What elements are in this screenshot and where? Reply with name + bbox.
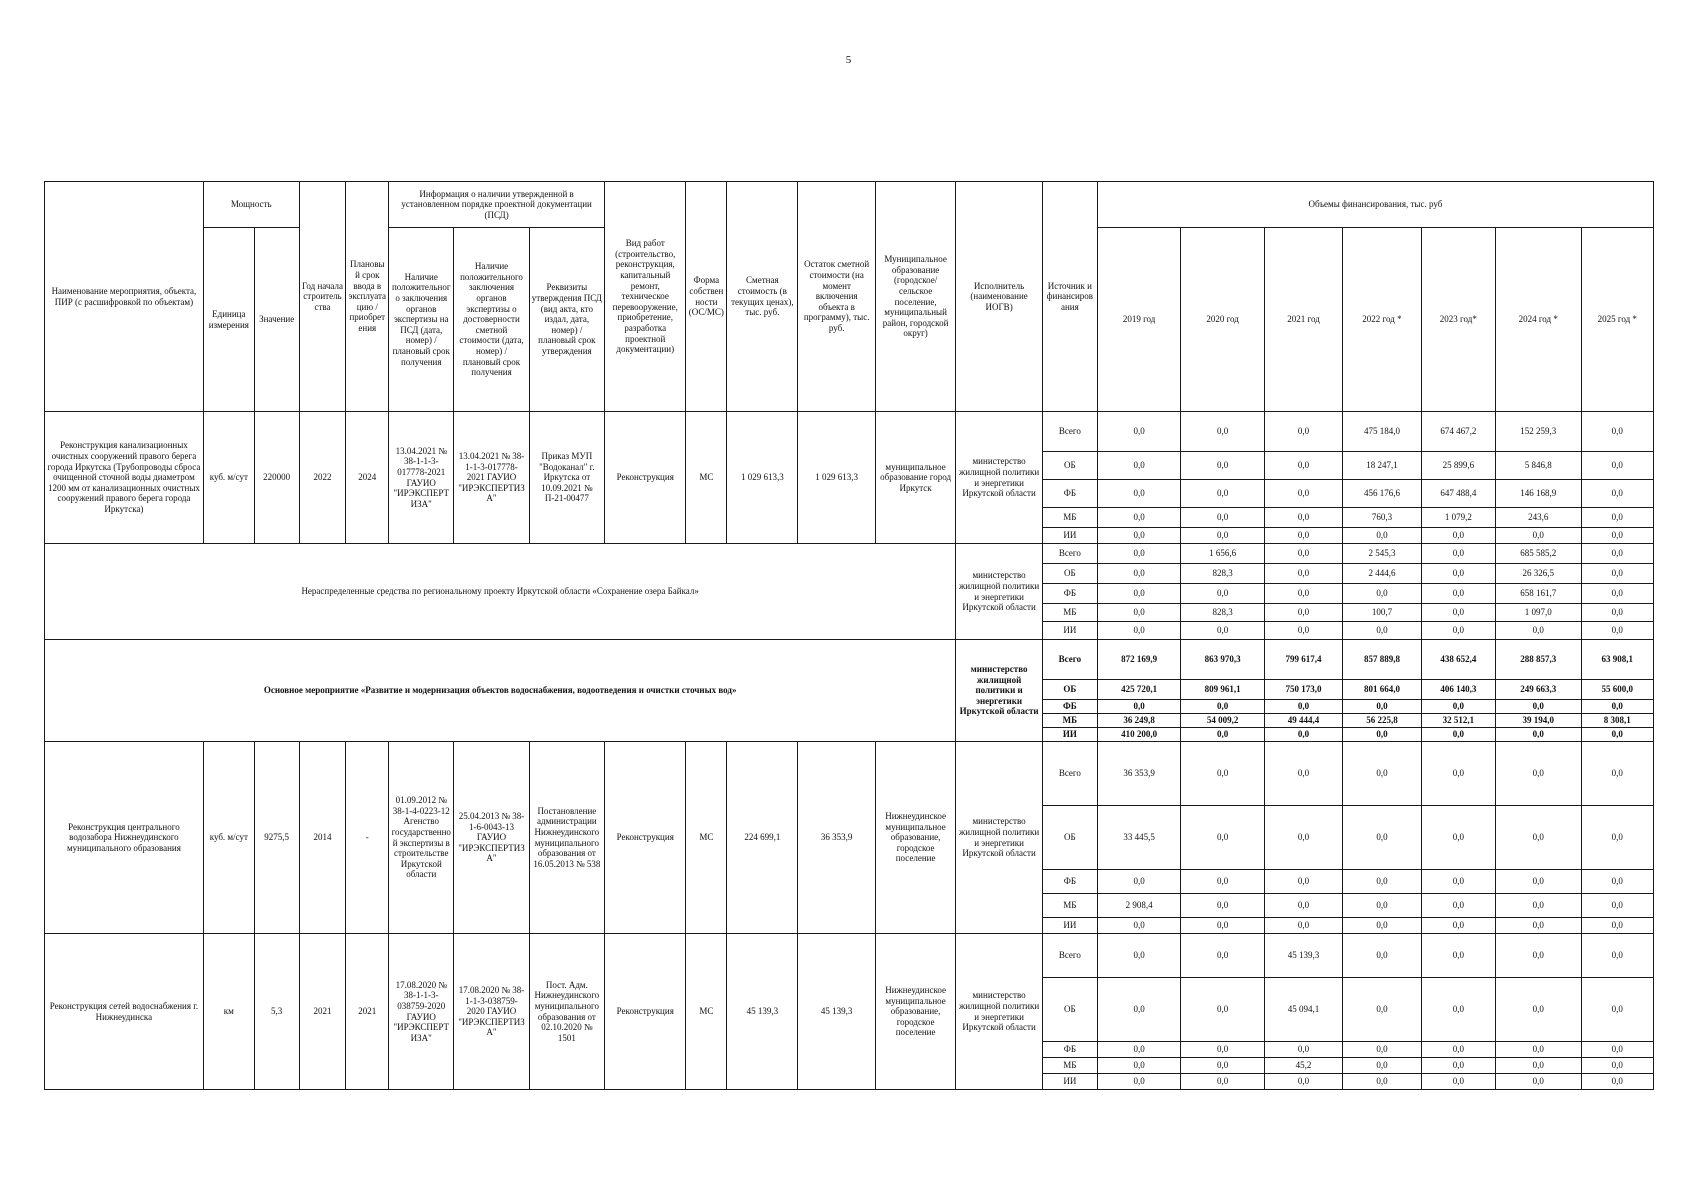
funding-source-label: ФБ: [1042, 1042, 1097, 1058]
col-year-header: 2021 год: [1264, 228, 1342, 412]
funding-value-cell: 872 169,9: [1097, 640, 1181, 680]
executor: министерство жилищной политики и энергетики Иркутской области: [956, 640, 1043, 742]
capacity-value: 5,3: [254, 934, 299, 1090]
funding-value-cell: 0,0: [1581, 528, 1653, 544]
col-executor-header: Исполнитель (наименование ИОГВ): [956, 182, 1043, 412]
funding-value-cell: 0,0: [1495, 700, 1581, 714]
funding-value-cell: 0,0: [1581, 700, 1653, 714]
funding-value-cell: 25 899,6: [1421, 452, 1495, 480]
estimated-cost: 45 139,3: [727, 934, 798, 1090]
funding-value-cell: 0,0: [1581, 564, 1653, 584]
funding-value-cell: 0,0: [1181, 528, 1265, 544]
funding-value-cell: 863 970,3: [1181, 640, 1265, 680]
funding-source-label: ИИ: [1042, 622, 1097, 640]
funding-value-cell: 1 656,6: [1181, 544, 1265, 564]
funding-value-cell: 39 194,0: [1495, 714, 1581, 728]
funding-value-cell: 475 184,0: [1343, 412, 1421, 452]
table-body: [45, 412, 1654, 1090]
funding-value-cell: 0,0: [1581, 622, 1653, 640]
funding-value-cell: 243,6: [1495, 508, 1581, 528]
funding-value-cell: 0,0: [1097, 918, 1181, 934]
funding-value-cell: 0,0: [1581, 480, 1653, 508]
funding-source-label: Всего: [1042, 640, 1097, 680]
capacity-value: 9275,5: [254, 742, 299, 934]
funding-value-cell: 45,2: [1264, 1058, 1342, 1074]
executor: министерство жилищной политики и энергетики Иркутской области: [956, 544, 1043, 640]
funding-value-cell: 456 176,6: [1343, 480, 1421, 508]
funding-value-cell: 288 857,3: [1495, 640, 1581, 680]
funding-value-cell: 0,0: [1097, 622, 1181, 640]
funding-value-cell: 0,0: [1421, 564, 1495, 584]
funding-value-cell: 0,0: [1181, 584, 1265, 604]
funding-value-cell: 0,0: [1264, 1074, 1342, 1090]
psd-approval: Постановление администрации Нижнеудинского муниципального образования от 16.05.2013 № 538: [529, 742, 604, 934]
col-psd-expertise-header: Наличие положительного заключения органов экспертизы на ПСД (дата, номер) / плановый срок получения: [389, 228, 454, 412]
funding-value-cell: 857 889,8: [1343, 640, 1421, 680]
municipality: муниципальное образование город Иркутск: [875, 412, 955, 544]
funding-value-cell: 1 097,0: [1495, 604, 1581, 622]
funding-value-cell: 0,0: [1264, 452, 1342, 480]
funding-value-cell: 0,0: [1343, 728, 1421, 742]
funding-value-cell: 0,0: [1581, 918, 1653, 934]
table-header: [45, 182, 1654, 412]
funding-value-cell: 0,0: [1421, 1042, 1495, 1058]
capacity-value: 220000: [254, 412, 299, 544]
funding-value-cell: 0,0: [1581, 806, 1653, 870]
funding-value-cell: 0,0: [1421, 622, 1495, 640]
funding-value-cell: 0,0: [1495, 528, 1581, 544]
funding-value-cell: 0,0: [1264, 528, 1342, 544]
col-year-header: 2020 год: [1181, 228, 1265, 412]
funding-value-cell: 63 908,1: [1581, 640, 1653, 680]
funding-value-cell: 0,0: [1181, 622, 1265, 640]
funding-value-cell: 55 600,0: [1581, 680, 1653, 700]
funding-value-cell: 750 173,0: [1264, 680, 1342, 700]
funding-value-cell: 0,0: [1581, 870, 1653, 894]
funding-source-label: ФБ: [1042, 584, 1097, 604]
funding-value-cell: 146 168,9: [1495, 480, 1581, 508]
funding-value-cell: 0,0: [1181, 1074, 1265, 1090]
funding-value-cell: 0,0: [1181, 934, 1265, 978]
funding-value-cell: 2 908,4: [1097, 894, 1181, 918]
funding-value-cell: 0,0: [1581, 728, 1653, 742]
col-year-header: 2022 год *: [1343, 228, 1421, 412]
funding-value-cell: 0,0: [1495, 978, 1581, 1042]
col-name-header: Наименование мероприятия, объекта, ПИР (с расшифровкой по объектам): [45, 182, 204, 412]
funding-value-cell: 0,0: [1421, 894, 1495, 918]
funding-value-cell: 0,0: [1581, 1074, 1653, 1090]
funding-value-cell: 0,0: [1097, 452, 1181, 480]
funding-value-cell: 33 445,5: [1097, 806, 1181, 870]
start-year: 2021: [299, 934, 346, 1090]
funding-source-label: ОБ: [1042, 564, 1097, 584]
planned-date: -: [346, 742, 389, 934]
ownership: МС: [686, 412, 727, 544]
funding-value-cell: 0,0: [1581, 544, 1653, 564]
funding-value-cell: 0,0: [1181, 452, 1265, 480]
col-psd-approval-header: Реквизиты утверждения ПСД (вид акта, кто издал, дата, номер) / плановый срок утверждения: [529, 228, 604, 412]
funding-source-label: ФБ: [1042, 870, 1097, 894]
funding-source-label: Всего: [1042, 742, 1097, 806]
funding-value-cell: 0,0: [1581, 934, 1653, 978]
funding-value-cell: 0,0: [1097, 934, 1181, 978]
funding-value-cell: 425 720,1: [1097, 680, 1181, 700]
funding-value-cell: 0,0: [1495, 622, 1581, 640]
col-psd-cost-expertise-header: Наличие положительного заключения органов экспертизы о достоверности сметной стоимости (дата, номер) / плановый срок получения: [454, 228, 529, 412]
funding-source-label: МБ: [1042, 604, 1097, 622]
funding-value-cell: 0,0: [1343, 918, 1421, 934]
funding-value-cell: 0,0: [1181, 742, 1265, 806]
funding-value-cell: 0,0: [1097, 412, 1181, 452]
col-funding-header: Объемы финансирования, тыс. руб: [1097, 182, 1653, 228]
start-year: 2022: [299, 412, 346, 544]
funding-value-cell: 801 664,0: [1343, 680, 1421, 700]
psd-approval: Приказ МУП "Водоканал" г. Иркутска от 10.09.2021 № П-21-00477: [529, 412, 604, 544]
funding-value-cell: 0,0: [1181, 870, 1265, 894]
funding-value-cell: 0,0: [1421, 728, 1495, 742]
funding-value-cell: 0,0: [1264, 584, 1342, 604]
funding-value-cell: 0,0: [1343, 584, 1421, 604]
table-row: [45, 934, 1654, 978]
funding-value-cell: 0,0: [1343, 742, 1421, 806]
funding-value-cell: 0,0: [1097, 544, 1181, 564]
table-row: [45, 412, 1654, 452]
funding-value-cell: 0,0: [1343, 528, 1421, 544]
funding-source-label: МБ: [1042, 894, 1097, 918]
funding-value-cell: 0,0: [1343, 700, 1421, 714]
funding-value-cell: 45 139,3: [1264, 934, 1342, 978]
psd-expertise: 13.04.2021 № 38-1-1-3-017778-2021 ГАУИО "ИРЭКСПЕРТИЗА": [389, 412, 454, 544]
funding-value-cell: 0,0: [1343, 1058, 1421, 1074]
funding-value-cell: 0,0: [1421, 1058, 1495, 1074]
executor: министерство жилищной политики и энергетики Иркутской области: [956, 742, 1043, 934]
funding-value-cell: 0,0: [1264, 508, 1342, 528]
executor: министерство жилищной политики и энергетики Иркутской области: [956, 934, 1043, 1090]
work-type: Реконструкция: [605, 934, 686, 1090]
funding-value-cell: 0,0: [1181, 412, 1265, 452]
funding-source-label: Всего: [1042, 544, 1097, 564]
funding-value-cell: 674 467,2: [1421, 412, 1495, 452]
summary-label: Основное мероприятие «Развитие и модернизация объектов водоснабжения, водоотведения и очистки сточных вод»: [45, 640, 956, 742]
funding-value-cell: 438 652,4: [1421, 640, 1495, 680]
funding-value-cell: 0,0: [1097, 870, 1181, 894]
funding-value-cell: 0,0: [1097, 1058, 1181, 1074]
funding-value-cell: 249 663,3: [1495, 680, 1581, 700]
funding-value-cell: 0,0: [1495, 894, 1581, 918]
funding-value-cell: 0,0: [1264, 806, 1342, 870]
executor: министерство жилищной политики и энергетики Иркутской области: [956, 412, 1043, 544]
municipality: Нижнеудинское муниципальное образование, городское поселение: [875, 742, 955, 934]
funding-value-cell: 0,0: [1181, 978, 1265, 1042]
funding-value-cell: 0,0: [1421, 978, 1495, 1042]
table-row: [45, 544, 1654, 564]
funding-value-cell: 0,0: [1343, 806, 1421, 870]
funding-value-cell: 0,0: [1581, 1058, 1653, 1074]
funding-value-cell: 56 225,8: [1343, 714, 1421, 728]
municipality: Нижнеудинское муниципальное образование, городское поселение: [875, 934, 955, 1090]
funding-value-cell: 0,0: [1097, 1074, 1181, 1090]
psd-cost-expertise: 25.04.2013 № 38-1-6-0043-13 ГАУИО "ИРЭКСПЕРТИЗА": [454, 742, 529, 934]
col-year-header: 2019 год: [1097, 228, 1181, 412]
funding-value-cell: 0,0: [1421, 1074, 1495, 1090]
col-work-type-header: Вид работ (строительство, реконструкция, капитальный ремонт, техническое перевооружение, приобретение, разработка проектной документации): [605, 182, 686, 412]
funding-value-cell: 0,0: [1495, 742, 1581, 806]
funding-value-cell: 0,0: [1097, 604, 1181, 622]
funding-value-cell: 1 079,2: [1421, 508, 1495, 528]
funding-value-cell: 0,0: [1421, 742, 1495, 806]
funding-value-cell: 0,0: [1581, 452, 1653, 480]
funding-value-cell: 152 259,3: [1495, 412, 1581, 452]
funding-value-cell: 647 488,4: [1421, 480, 1495, 508]
psd-approval: Пост. Адм. Нижнеудинского муниципального образования от 02.10.2020 № 1501: [529, 934, 604, 1090]
funding-value-cell: 0,0: [1097, 564, 1181, 584]
funding-value-cell: 0,0: [1421, 604, 1495, 622]
funding-value-cell: 0,0: [1264, 870, 1342, 894]
funding-value-cell: 0,0: [1495, 934, 1581, 978]
planned-date: 2024: [346, 412, 389, 544]
funding-value-cell: 0,0: [1343, 622, 1421, 640]
financing-table: [44, 181, 1654, 1090]
funding-value-cell: 0,0: [1264, 1042, 1342, 1058]
funding-value-cell: 32 512,1: [1421, 714, 1495, 728]
funding-value-cell: 0,0: [1421, 918, 1495, 934]
funding-value-cell: 0,0: [1181, 918, 1265, 934]
funding-value-cell: 0,0: [1264, 480, 1342, 508]
funding-value-cell: 0,0: [1264, 742, 1342, 806]
funding-value-cell: 0,0: [1343, 870, 1421, 894]
funding-source-label: ИИ: [1042, 918, 1097, 934]
funding-source-label: ОБ: [1042, 680, 1097, 700]
funding-value-cell: 0,0: [1264, 918, 1342, 934]
funding-value-cell: 406 140,3: [1421, 680, 1495, 700]
funding-source-label: ФБ: [1042, 700, 1097, 714]
funding-value-cell: 0,0: [1264, 622, 1342, 640]
funding-value-cell: 0,0: [1264, 564, 1342, 584]
col-municipality-header: Муниципальное образование (городское/сельское поселение, муниципальный район, городской округ): [875, 182, 955, 412]
estimated-cost: 224 699,1: [727, 742, 798, 934]
estimated-cost: 1 029 613,3: [727, 412, 798, 544]
project-name: Реконструкция центрального водозабора Нижнеудинского муниципального образования: [45, 742, 204, 934]
funding-value-cell: 0,0: [1343, 894, 1421, 918]
psd-expertise: 01.09.2012 № 38-1-4-0223-12 Агенство государственной экспертизы в строительстве Иркутской области: [389, 742, 454, 934]
funding-value-cell: 658 161,7: [1495, 584, 1581, 604]
col-ownership-header: Форма собственности (ОС/МС): [686, 182, 727, 412]
funding-source-label: Всего: [1042, 412, 1097, 452]
funding-value-cell: 0,0: [1495, 918, 1581, 934]
funding-value-cell: 0,0: [1181, 1042, 1265, 1058]
funding-value-cell: 36 249,8: [1097, 714, 1181, 728]
project-name: Реконструкция канализационных очистных сооружений правого берега города Иркутска (Трубопроводы сброса очищенной сточной воды диаметром 1200 мм от канализационных очистных сооружений правого берега города Иркутска): [45, 412, 204, 544]
funding-source-label: ИИ: [1042, 1074, 1097, 1090]
col-year-header: 2024 год *: [1495, 228, 1581, 412]
funding-value-cell: 760,3: [1343, 508, 1421, 528]
funding-value-cell: 0,0: [1421, 934, 1495, 978]
planned-date: 2021: [346, 934, 389, 1090]
funding-source-label: ИИ: [1042, 728, 1097, 742]
col-estimated-cost-header: Сметная стоимость (в текущих ценах), тыс. руб.: [727, 182, 798, 412]
start-year: 2014: [299, 742, 346, 934]
col-capacity-header: Мощность: [203, 182, 299, 228]
funding-value-cell: 0,0: [1264, 700, 1342, 714]
capacity-unit: км: [203, 934, 254, 1090]
funding-value-cell: 0,0: [1581, 412, 1653, 452]
funding-value-cell: 49 444,4: [1264, 714, 1342, 728]
funding-value-cell: 45 094,1: [1264, 978, 1342, 1042]
funding-value-cell: 0,0: [1495, 728, 1581, 742]
funding-value-cell: 2 444,6: [1343, 564, 1421, 584]
funding-source-label: ОБ: [1042, 978, 1097, 1042]
col-psd-info-header: Информация о наличии утвержденной в установленном порядке проектной документации (ПСД): [389, 182, 605, 228]
funding-value-cell: 0,0: [1495, 870, 1581, 894]
funding-value-cell: 0,0: [1264, 728, 1342, 742]
funding-value-cell: 36 353,9: [1097, 742, 1181, 806]
funding-value-cell: 0,0: [1097, 584, 1181, 604]
funding-value-cell: 0,0: [1097, 1042, 1181, 1058]
funding-value-cell: 0,0: [1097, 508, 1181, 528]
col-year-header: 2023 год*: [1421, 228, 1495, 412]
funding-value-cell: 0,0: [1581, 742, 1653, 806]
funding-value-cell: 8 308,1: [1581, 714, 1653, 728]
funding-source-label: МБ: [1042, 508, 1097, 528]
psd-cost-expertise: 17.08.2020 № 38-1-1-3-038759-2020 ГАУИО "ИРЭКСПЕРТИЗА": [454, 934, 529, 1090]
funding-source-label: Всего: [1042, 934, 1097, 978]
funding-value-cell: 0,0: [1421, 700, 1495, 714]
capacity-unit: куб. м/сут: [203, 412, 254, 544]
col-source-header: Источник и финансирования: [1042, 182, 1097, 412]
funding-source-label: ОБ: [1042, 452, 1097, 480]
psd-cost-expertise: 13.04.2021 № 38-1-1-3-017778-2021 ГАУИО "ИРЭКСПЕРТИЗА": [454, 412, 529, 544]
funding-value-cell: 0,0: [1421, 584, 1495, 604]
funding-value-cell: 5 846,8: [1495, 452, 1581, 480]
funding-value-cell: 0,0: [1264, 604, 1342, 622]
funding-value-cell: 0,0: [1581, 978, 1653, 1042]
project-name: Реконструкция сетей водоснабжения г. Нижнеудинска: [45, 934, 204, 1090]
funding-value-cell: 0,0: [1581, 1042, 1653, 1058]
funding-value-cell: 828,3: [1181, 564, 1265, 584]
psd-expertise: 17.08.2020 № 38-1-1-3-038759-2020 ГАУИО "ИРЭКСПЕРТИЗА": [389, 934, 454, 1090]
funding-value-cell: 54 009,2: [1181, 714, 1265, 728]
funding-value-cell: 0,0: [1495, 1074, 1581, 1090]
funding-value-cell: 0,0: [1097, 978, 1181, 1042]
funding-value-cell: 0,0: [1181, 480, 1265, 508]
funding-value-cell: 0,0: [1581, 584, 1653, 604]
page-number: 5: [845, 54, 852, 66]
table-row: [45, 640, 1654, 680]
work-type: Реконструкция: [605, 742, 686, 934]
funding-value-cell: 0,0: [1581, 604, 1653, 622]
funding-value-cell: 0,0: [1495, 806, 1581, 870]
funding-source-label: ОБ: [1042, 806, 1097, 870]
col-start-year-header: Год начала строительства: [299, 182, 346, 412]
funding-value-cell: 0,0: [1181, 728, 1265, 742]
funding-value-cell: 0,0: [1421, 806, 1495, 870]
remaining-cost: 1 029 613,3: [798, 412, 875, 544]
ownership: МС: [686, 742, 727, 934]
funding-value-cell: 0,0: [1343, 934, 1421, 978]
funding-source-label: МБ: [1042, 714, 1097, 728]
funding-value-cell: 0,0: [1181, 508, 1265, 528]
funding-value-cell: 0,0: [1495, 1058, 1581, 1074]
funding-value-cell: 0,0: [1264, 894, 1342, 918]
funding-value-cell: 0,0: [1097, 528, 1181, 544]
funding-value-cell: 828,3: [1181, 604, 1265, 622]
funding-value-cell: 0,0: [1181, 1058, 1265, 1074]
funding-value-cell: 0,0: [1264, 544, 1342, 564]
col-remaining-cost-header: Остаток сметной стоимости (на момент включения объекта в программу), тыс. руб.: [798, 182, 875, 412]
summary-label: Нераспределенные средства по региональному проекту Иркутской области «Сохранение озера Байкал»: [45, 544, 956, 640]
funding-value-cell: 0,0: [1097, 480, 1181, 508]
remaining-cost: 36 353,9: [798, 742, 875, 934]
funding-source-label: МБ: [1042, 1058, 1097, 1074]
funding-source-label: ИИ: [1042, 528, 1097, 544]
funding-value-cell: 0,0: [1181, 700, 1265, 714]
table-row: [45, 742, 1654, 806]
funding-value-cell: 26 326,5: [1495, 564, 1581, 584]
funding-value-cell: 0,0: [1421, 870, 1495, 894]
funding-value-cell: 0,0: [1343, 978, 1421, 1042]
funding-value-cell: 100,7: [1343, 604, 1421, 622]
funding-value-cell: 0,0: [1181, 894, 1265, 918]
work-type: Реконструкция: [605, 412, 686, 544]
col-planned-date-header: Плановый срок ввода в эксплуатацию / приобретения: [346, 182, 389, 412]
funding-value-cell: 799 617,4: [1264, 640, 1342, 680]
funding-value-cell: 809 961,1: [1181, 680, 1265, 700]
col-unit-header: Единица измерения: [203, 228, 254, 412]
funding-value-cell: 0,0: [1343, 1042, 1421, 1058]
funding-value-cell: 2 545,3: [1343, 544, 1421, 564]
funding-value-cell: 0,0: [1097, 700, 1181, 714]
remaining-cost: 45 139,3: [798, 934, 875, 1090]
funding-value-cell: 0,0: [1421, 544, 1495, 564]
funding-value-cell: 0,0: [1581, 508, 1653, 528]
ownership: МС: [686, 934, 727, 1090]
funding-value-cell: 685 585,2: [1495, 544, 1581, 564]
funding-value-cell: 0,0: [1421, 528, 1495, 544]
col-value-header: Значение: [254, 228, 299, 412]
funding-value-cell: 0,0: [1181, 806, 1265, 870]
funding-value-cell: 18 247,1: [1343, 452, 1421, 480]
funding-value-cell: 0,0: [1495, 1042, 1581, 1058]
funding-value-cell: 0,0: [1343, 1074, 1421, 1090]
capacity-unit: куб. м/сут: [203, 742, 254, 934]
funding-value-cell: 0,0: [1264, 412, 1342, 452]
funding-value-cell: 410 200,0: [1097, 728, 1181, 742]
funding-value-cell: 0,0: [1581, 894, 1653, 918]
funding-source-label: ФБ: [1042, 480, 1097, 508]
col-year-header: 2025 год *: [1581, 228, 1653, 412]
